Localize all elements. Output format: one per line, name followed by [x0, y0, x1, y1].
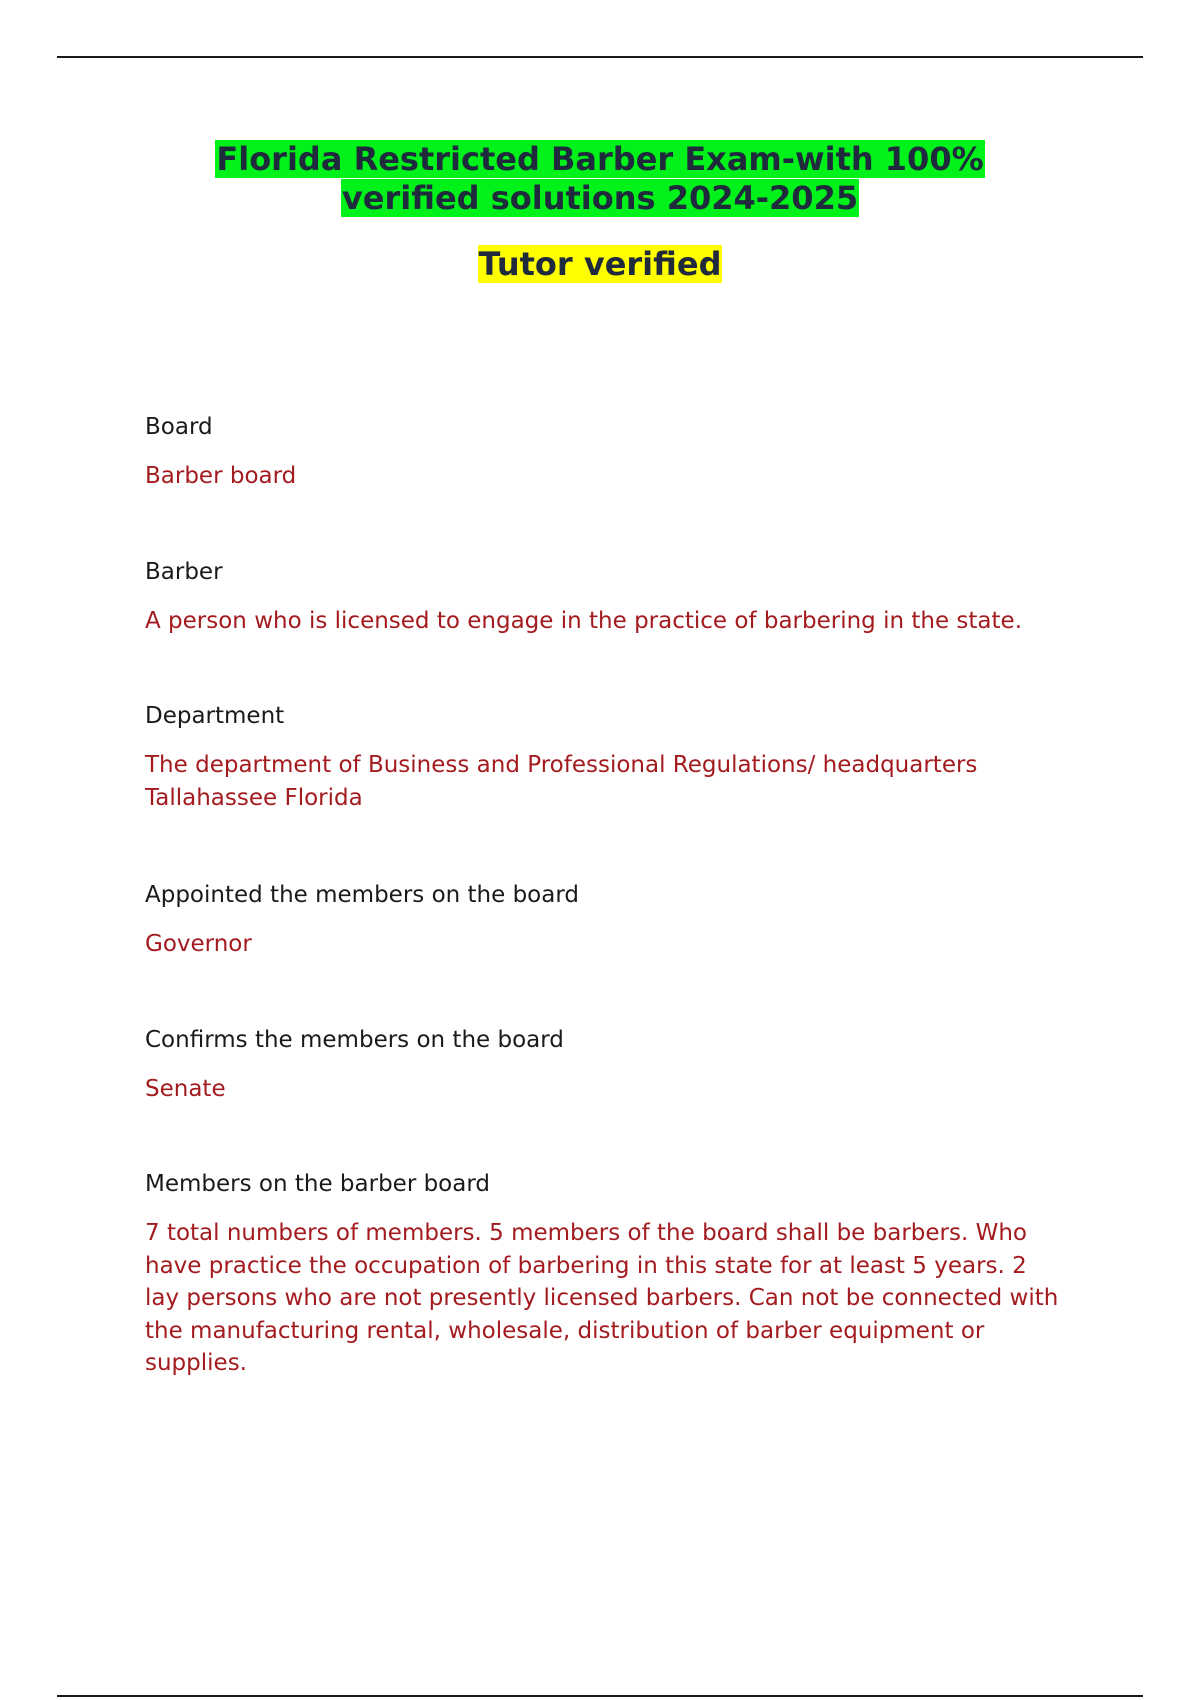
question-text: Members on the barber board — [145, 1171, 490, 1197]
answer-text: Governor — [145, 931, 252, 957]
qa-list — [145, 412, 1065, 1380]
title-line-1: Florida Restricted Barber Exam-with 100% — [216, 140, 984, 178]
bottom-rule — [57, 1695, 1143, 1697]
document-title — [0, 140, 1200, 218]
answer-text: 7 total numbers of members. 5 members of the board shall be barbers. Who have practice the occupation of barbering in this state for at least 5 years. 2 lay persons who are not presently licensed barbers. Can not be connected with the manufacturing rental, wholesale, distribution of barber equipment or supplies. — [145, 1220, 1059, 1376]
document-subtitle — [0, 244, 1200, 284]
question-text: Board — [145, 414, 213, 440]
subtitle-text: Tutor verified — [478, 245, 722, 283]
question-text: Barber — [145, 558, 223, 585]
question-text: Confirms the members on the board — [145, 1026, 564, 1053]
qa-item — [145, 412, 1065, 493]
title-line-2: verified solutions 2024-2025 — [341, 179, 859, 217]
qa-item — [145, 1169, 1065, 1380]
question-text: Appointed the members on the board — [145, 882, 580, 908]
qa-item — [145, 701, 1065, 814]
question-text: Department — [145, 703, 285, 729]
qa-item — [145, 1025, 1065, 1106]
qa-item — [145, 880, 1065, 961]
top-rule — [57, 56, 1143, 58]
title-block — [0, 140, 1200, 284]
qa-item — [145, 557, 1065, 638]
answer-text: Senate — [145, 1075, 226, 1102]
answer-text: Barber board — [145, 463, 297, 489]
answer-text: The department of Business and Professional Regulations/ headquarters Tallahassee Florida — [145, 752, 978, 811]
answer-text: A person who is licensed to engage in the practice of barbering in the state. — [145, 607, 1022, 634]
